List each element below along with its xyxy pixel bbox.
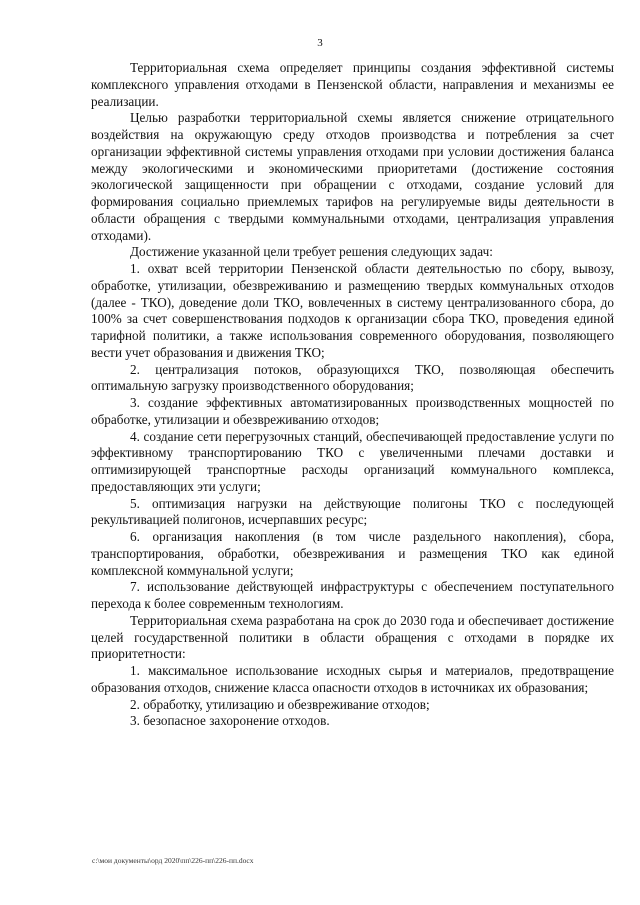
file-path-footer: c:\мои документы\орд 2020\пп\226-пп\226-пп.docx <box>92 856 254 865</box>
paragraph-goal: Целью разработки территориальной схемы является снижение отрицательного воздействия на окружающую среду отходов производства и потребления за счет организации эффективной системы управления отходами при условии достижения баланса между экологическими и экономическими приоритетами (достижение состояния экологической защищенности при обращении с отходами, создание условий для формирования социально приемлемых тарифов на регулируемые виды деятельности в области обращения с твердыми коммунальными отходами, централизация управления отходами). <box>91 110 614 243</box>
document-body <box>91 60 614 730</box>
task-item-1: 1. охват всей территории Пензенской области деятельностью по сбору, вывозу, обработке, утилизации, обезвреживанию и размещению твердых коммунальных отходов (далее - ТКО), доведение доли ТКО, вовлеченных в систему централизованного сбора, до 100% за счет совершенствования подходов к организации сбора ТКО, проведения единой тарифной политики, а также использования современного оборудования, позволяющего вести учет образования и движения ТКО; <box>91 261 614 360</box>
paragraph-term: Территориальная схема разработана на срок до 2030 года и обеспечивает достижение целей государственной политики в области обращения с отходами в порядке их приоритетности: <box>91 612 614 662</box>
task-item-3: 3. создание эффективных автоматизированных производственных мощностей по обработке, утилизации и обезвреживанию отходов; <box>91 395 614 427</box>
task-item-7: 7. использование действующей инфраструктуры с обеспечением поступательного перехода к более современным технологиям. <box>91 579 614 611</box>
task-item-6: 6. организация накопления (в том числе раздельного накопления), сбора, транспортирования, обработки, обезвреживания и размещения ТКО как единой комплексной коммунальной услуги; <box>91 529 614 578</box>
task-item-4: 4. создание сети перегрузочных станций, обеспечивающей предоставление услуги по эффективному транспортированию ТКО с увеличенными плечами доставки и оптимизирующей транспортные расходы организаций коммунального комплекса, предоставляющих эти услуги; <box>91 428 614 494</box>
paragraph-tasks-heading: Достижение указанной цели требует решения следующих задач: <box>130 244 493 260</box>
priority-item-3: 3. безопасное захоронение отходов. <box>130 713 330 729</box>
priority-item-2: 2. обработку, утилизацию и обезвреживание отходов; <box>130 696 430 712</box>
task-item-2: 2. централизация потоков, образующихся ТКО, позволяющая обеспечить оптимальную загрузку производственного оборудования; <box>91 361 614 394</box>
priority-item-1: 1. максимальное использование исходных сырья и материалов, предотвращение образования отходов, снижение класса опасности отходов в источниках их образования; <box>91 663 614 695</box>
paragraph-intro: Территориальная схема определяет принципы создания эффективной системы комплексного управления отходами в Пензенской области, направления и механизмы ее реализации. <box>91 60 614 109</box>
page-number: 3 <box>317 37 323 49</box>
task-item-5: 5. оптимизация нагрузки на действующие полигоны ТКО с последующей рекультивацией полигонов, исчерпавших ресурс; <box>91 495 614 528</box>
